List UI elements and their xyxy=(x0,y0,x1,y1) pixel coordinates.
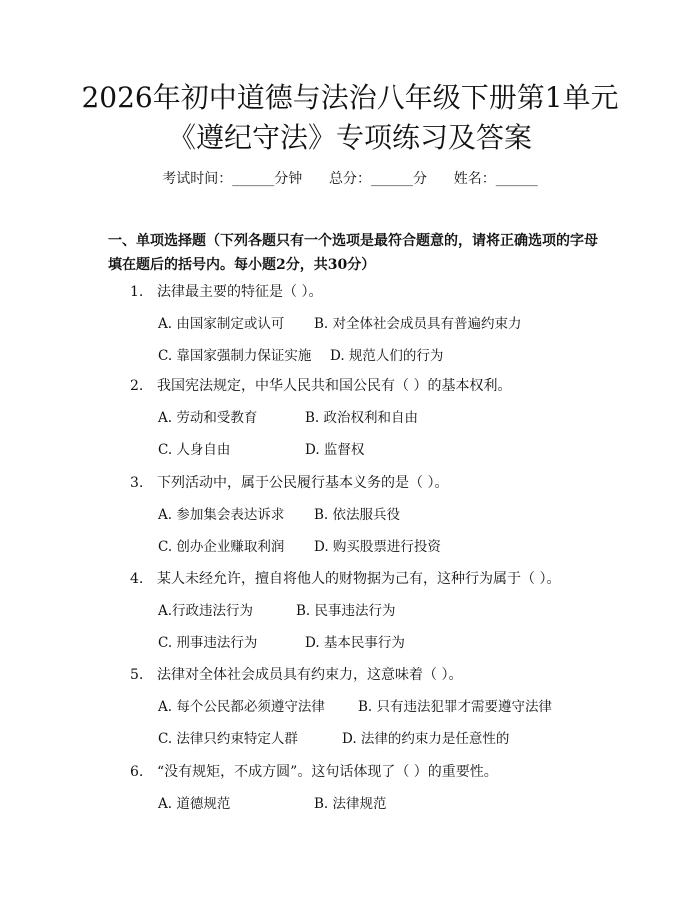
question-text: 法律对全体社会成员具有约束力，这意味着（ ）。 xyxy=(157,667,463,683)
question-text: 下列活动中，属于公民履行基本义务的是（ ）。 xyxy=(157,475,449,491)
question-1 xyxy=(130,282,322,302)
option-1a: A. 由国家制定或认可 xyxy=(158,316,285,332)
question-5 xyxy=(130,665,462,685)
title-line-1: 2026年初中道德与法治八年级下册第1单元 xyxy=(81,81,619,114)
question-2 xyxy=(130,376,511,396)
question-text: “没有规矩，不成方圆”。这句话体现了（ ）的重要性。 xyxy=(157,764,498,780)
question-number: 1. xyxy=(130,284,144,300)
option-4c: C. 刑事违法行为 xyxy=(158,635,258,651)
option-6b: B. 法律规范 xyxy=(314,796,387,812)
question-text: 法律最主要的特征是（ ）。 xyxy=(157,284,323,300)
question-text: 某人未经允许，擅自将他人的财物据为己有，这种行为属于（ ）。 xyxy=(157,571,561,587)
option-2a: A. 劳动和受教育 xyxy=(158,410,258,426)
exam-info-line: 考试时间：______分钟 总分：______分 姓名：______ xyxy=(162,171,538,187)
option-3a: A. 参加集会表达诉求 xyxy=(158,507,285,523)
question-6 xyxy=(130,762,498,782)
option-5d: D. 法律的约束力是任意性的 xyxy=(342,731,510,747)
option-1b: B. 对全体社会成员具有普遍约束力 xyxy=(314,316,522,332)
section-heading: 一、单项选择题（下列各题只有一个选项是最符合题意的，请将正确选项的字母填在题后的括号内。每小题2分，共30分） xyxy=(108,233,598,273)
question-text: 我国宪法规定，中华人民共和国公民有（ ）的基本权利。 xyxy=(157,378,512,394)
question-3 xyxy=(130,473,448,493)
question-number: 4. xyxy=(130,571,144,587)
option-1c: C. 靠国家强制力保证实施 xyxy=(158,348,312,364)
option-4d: D. 基本民事行为 xyxy=(305,635,405,651)
option-5a: A. 每个公民都必须遵守法律 xyxy=(158,699,325,715)
option-2c: C. 人身自由 xyxy=(158,442,231,458)
option-3b: B. 依法服兵役 xyxy=(314,507,401,523)
question-number: 6. xyxy=(130,764,144,780)
option-3d: D. 购买股票进行投资 xyxy=(314,539,441,555)
title-line-2: 《遵纪守法》专项练习及答案 xyxy=(167,121,532,154)
question-number: 3. xyxy=(130,475,144,491)
option-1d: D. 规范人们的行为 xyxy=(330,348,444,364)
option-3c: C. 创办企业赚取利润 xyxy=(158,539,285,555)
option-4b: B. 民事违法行为 xyxy=(296,603,396,619)
option-5b: B. 只有违法犯罪才需要遵守法律 xyxy=(358,699,553,715)
option-2b: B. 政治权利和自由 xyxy=(305,410,419,426)
option-2d: D. 监督权 xyxy=(305,442,365,458)
option-4a: A.行政违法行为 xyxy=(158,603,254,619)
question-number: 2. xyxy=(130,378,144,394)
option-5c: C. 法律只约束特定人群 xyxy=(158,731,298,747)
question-4 xyxy=(130,569,560,589)
question-number: 5. xyxy=(130,667,144,683)
option-6a: A. 道德规范 xyxy=(158,796,231,812)
